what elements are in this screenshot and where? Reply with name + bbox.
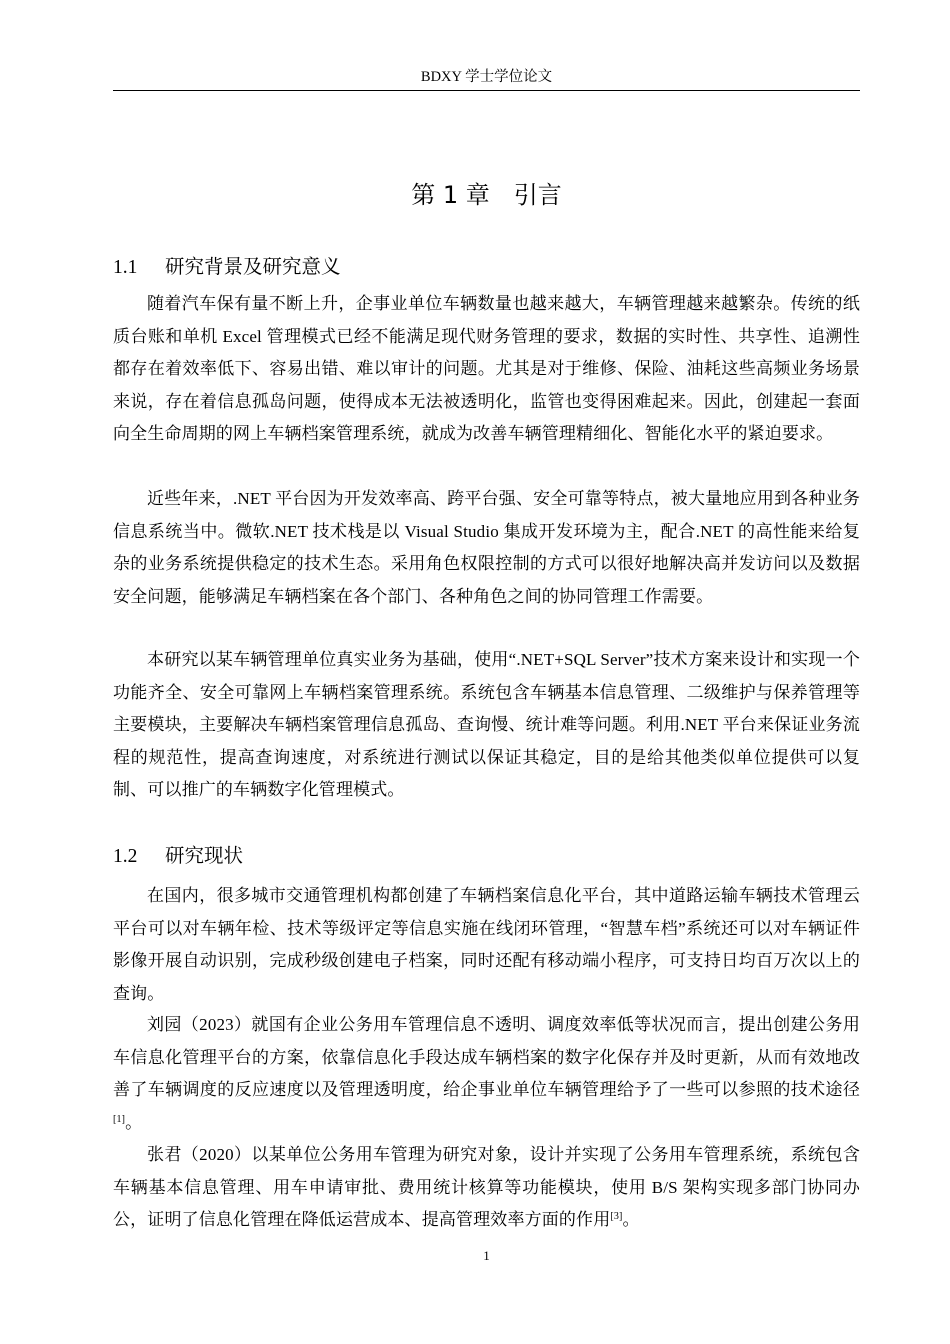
paragraph: 本研究以某车辆管理单位真实业务为基础，使用“.NET+SQL Server”技术方案来设计和实现一个功能齐全、安全可靠网上车辆档案管理系统。系统包含车辆基本信息管理、二级维护与保养管理等主要模块，主要解决车辆档案管理信息孤岛、查询慢、统计难等问题。利用.NET 平台来保证业务流程的规范性，提高查询速度，对系统进行测试以保证其稳定，目的是给其他类似单位提供可以复制、可以推广的车辆数字化管理模式。 xyxy=(113,650,860,800)
chapter-number: 第 1 章 xyxy=(411,181,490,209)
section-heading-1-1 xyxy=(113,254,860,281)
chapter-name: 引言 xyxy=(513,181,562,209)
chapter-title xyxy=(113,180,860,210)
citation-marker[interactable]: [3] xyxy=(610,1211,623,1223)
header-rule xyxy=(113,90,860,91)
section-heading-1-2 xyxy=(113,843,860,870)
paragraph: 近些年来，.NET 平台因为开发效率高、跨平台强、安全可靠等特点，被大量地应用到各种业务信息系统当中。微软.NET 技术栈是以 Visual Studio 集成开发环境为主，配合.NET 的高性能来给复杂的业务系统提供稳定的技术生态。采用角色权限控制的方式可以很好地解决高并发访问以及数据安全问题，能够满足车辆档案在各个部门、各种角色之间的协同管理工作需要。 xyxy=(113,489,860,606)
citation-marker[interactable]: [1] xyxy=(113,1113,126,1125)
section-title: 研究背景及研究意义 xyxy=(165,255,341,278)
section-number: 1.2 xyxy=(113,846,138,867)
paragraph: 在国内，很多城市交通管理机构都创建了车辆档案信息化平台，其中道路运输车辆技术管理云平台可以对车辆年检、技术等级评定等信息实施在线闭环管理，“智慧车档”系统还可以对车辆证件影像开展自动识别，完成秒级创建电子档案，同时还配有移动端小程序，可支持日均百万次以上的查询。 xyxy=(113,886,860,1003)
paragraph: 随着汽车保有量不断上升，企事业单位车辆数量也越来越大，车辆管理越来越繁杂。传统的纸质台账和单机 Excel 管理模式已经不能满足现代财务管理的要求，数据的实时性、共享性、追溯性都存在着效率低下、容易出错、难以审计的问题。尤其是对于维修、保险、油耗这些高频业务场景来说，存在着信息孤岛问题，使得成本无法被透明化，监管也变得困难起来。因此，创建起一套面向全生命周期的网上车辆档案管理系统，就成为改善车辆管理精细化、智能化水平的紧迫要求。 xyxy=(113,294,860,444)
page-number: 1 xyxy=(483,1248,490,1263)
paragraph xyxy=(113,1009,860,1139)
paragraph-text: 刘园（2023）就国有企业公务用车管理信息不透明、调度效率低等状况而言，提出创建公务用车信息化管理平台的方案，依靠信息化手段达成车辆档案的数字化保存并及时更新，从而有效地改善了车辆调度的反应速度以及管理透明度，给企事业单位车辆管理给予了一些可以参照的技术途径 xyxy=(113,1015,860,1100)
paragraph xyxy=(113,1139,860,1237)
section-number: 1.1 xyxy=(113,257,138,278)
paragraph-text: 张君（2020）以某单位公务用车管理为研究对象，设计并实现了公务用车管理系统，系统包含车辆基本信息管理、用车申请审批、费用统计核算等功能模块，使用 B/S 架构实现多部门协同办公，证明了信息化管理在降低运营成本、提高管理效率方面的作用 xyxy=(113,1145,860,1230)
paragraph-tail: 。 xyxy=(622,1210,640,1230)
running-header: BDXY 学士学位论文 xyxy=(420,69,553,85)
paragraph-tail: 。 xyxy=(125,1112,143,1132)
section-title: 研究现状 xyxy=(165,844,244,867)
